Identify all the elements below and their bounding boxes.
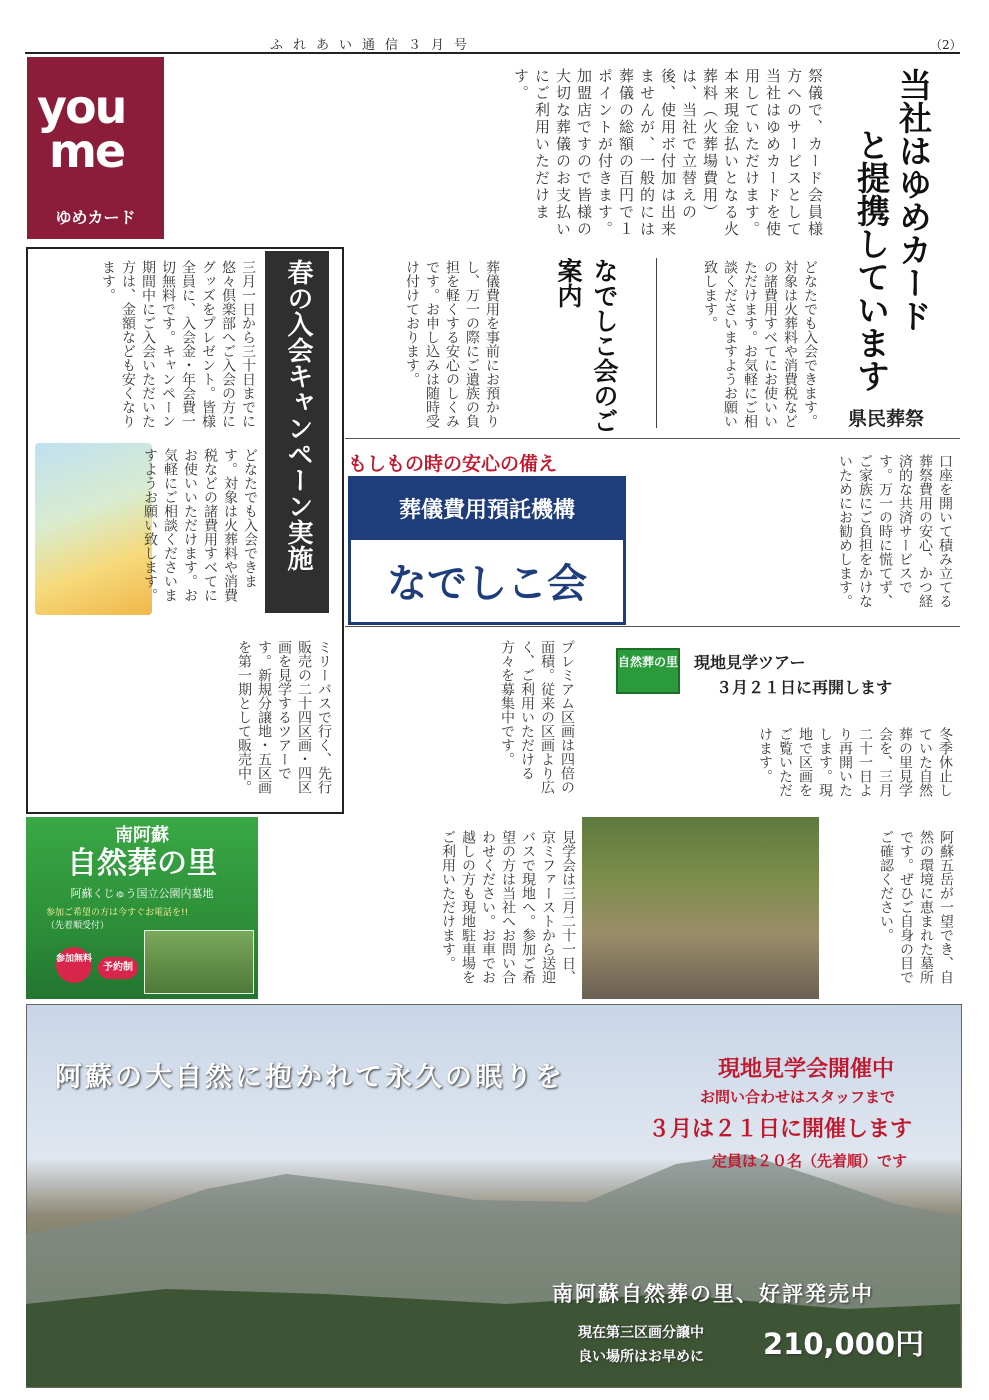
group-photo [582,817,819,999]
tour-body: 冬季休止していた自然葬の里見学会を、三月二十一日より再開いたします。現地で区画をご覧いただけます。 [757,727,953,797]
ad-photo [144,930,254,994]
banner-tagline: もしもの時の安心の備え [348,453,558,475]
ad-line1: 南阿蘇 [115,825,169,846]
ad-line3: 阿蘇くじゅう国立公園内墓地 [70,887,214,900]
scenery-body: 阿蘇五岳が一望でき、自然の環境に恵まれた墓所です。ぜひご自身の目でご確認ください。 [878,830,954,984]
yume-title-1: 当社はゆめカード [894,68,933,332]
column-divider [656,258,657,428]
bottom-price: 210,000円 [763,1327,925,1361]
ad-badge-free: 参加無料 [56,947,92,983]
bottom-info-4: 定員は２０名（先着順）です [712,1152,908,1170]
logo-you: you [37,80,126,134]
banner-divider-bottom [345,626,960,627]
bottom-note-1: 現在第三区画分譲中 [578,1325,704,1341]
campaign-card-image [35,443,152,615]
travel-body: ミリーバスで行く、先行販売の二十四区画・四区画を見学するツアーです。新規分譲地・五区画を第一期として販売中。 [236,640,332,794]
yume-org: 県民葬祭 [848,408,925,430]
header-rule [25,52,960,54]
travel-body-2: プレミアム区画は四倍の面積。従来の区画より広く、ご利用いただける方々を募集中です。 [499,640,575,794]
ad-line4: 参加ご希望の方は今すぐお電話を!! [46,908,189,918]
banner-name: なでしこ会 [387,561,587,607]
campaign-body: 三月一日から三十日までに悠々倶楽部へご入会の方にグッズをプレゼント。皆様全員に、入会金・年会費一切無料です。キャンペーン期間中にご入会いただいた方は、金額なども安くなります。 [100,260,256,428]
nadeshiko-body: 葬儀費用を事前にお預かりし、万一の際にご遺族の負担を軽くする安心のしくみです。お申し込みは随時受け付けております。 [404,260,500,428]
nadeshiko-body-2: どなたでも入会できます。対象は火葬料や消費税などの諸費用すべてにお使いいただけます。お気軽にご相談くださいますようお願い致します。 [702,260,818,428]
youme-logo [27,57,164,239]
banner-divider-top [345,438,960,439]
ad-badge-reservation: 予約制 [98,957,138,979]
bottom-info-3: ３月は２１日に開催します [648,1117,913,1142]
banner-org: 葬儀費用預託機構 [351,479,623,540]
tour-badge-label: 自然葬の里 [618,655,679,669]
tour-badge [616,648,680,694]
bottom-info-1: 現地見学会開催中 [718,1057,895,1082]
shuttle-body: 見学会は三月二十一日、京ミファーストから送迎バスで現地へ。参加ご希望の方は当社へお問い合わせください。お車でお越しの方も現地駐車場をご利用いただけます。 [440,830,576,984]
bottom-note-2: 良い場所はお早めに [578,1349,704,1365]
bottom-info-2: お問い合わせはスタッフまで [700,1088,896,1106]
page-number: （2） [930,38,962,52]
campaign-body-2: どなたでも入会できます。対象は火葬料や消費税などの諸費用すべてにお使いいただけます。お気軽にご相談くださいますようお願い致します。 [142,448,258,602]
banner-body: 口座を開いて積み立てる葬祭費用の安心、かつ経済的な共済サービスです。万一の時に慌てず、ご家族にご負担をかけないためにお勧めします。 [837,454,953,608]
ad-line2: 自然葬の里 [67,846,217,881]
yume-title-2: と提携しています [852,128,891,392]
campaign-title-bar [265,251,329,613]
tour-title: 現地見学ツアー [694,653,806,672]
shizenso-ad [26,817,258,999]
tour-date: ３月２１日に再開します [716,678,893,697]
logo-caption: ゆめカード [55,208,136,227]
bottom-slogan: 阿蘇の大自然に抱かれて永久の眠りを [55,1062,565,1093]
nadeshiko-title: なでしこ会のご案内 [554,258,619,433]
newsletter-title: ふれあい通信３月号 [270,38,478,53]
banner-box [348,476,626,625]
campaign-title: 春の入会キャンペーン実施 [283,259,313,571]
ad-line5: （先着順受付） [46,921,110,931]
yume-body: 祭儀で、カード会員様方へのサービスとして当社はゆめカードを使用していただけます。本来現金払いとなる火葬料（火葬場費用）は、当社で立替えの後、使用ボ付加は出来ませんが、一般的には葬儀の総額の百円で１ポイントが付きます。加盟店ですので皆様の大切な葬儀のお支払いにご利用いただけます。 [512,68,824,238]
logo-me: me [49,124,125,178]
bottom-sale: 南阿蘇自然葬の里、好評発売中 [552,1281,874,1306]
